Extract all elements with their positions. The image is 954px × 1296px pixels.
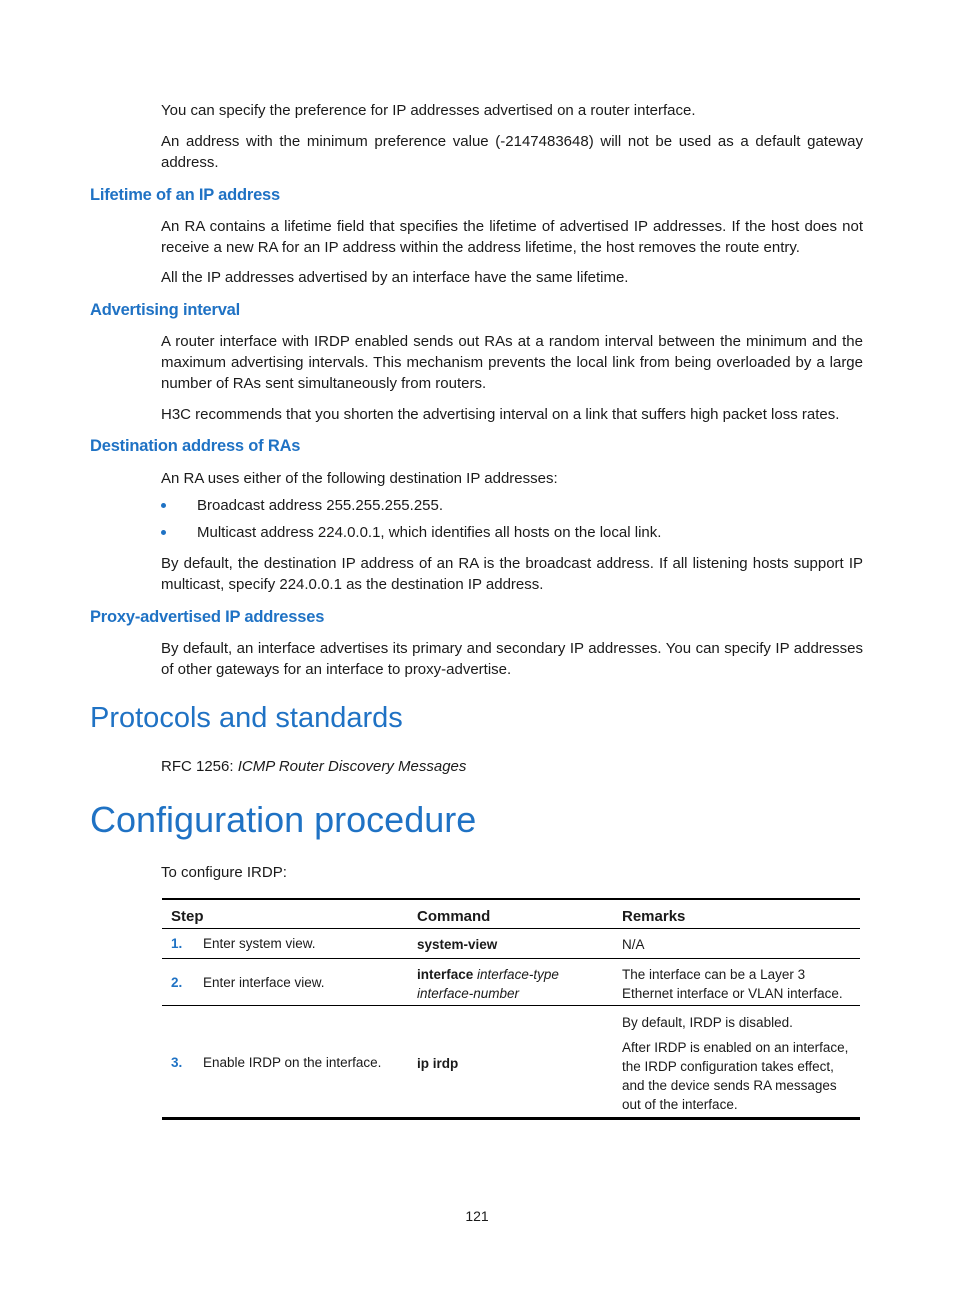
command (417, 965, 577, 1003)
rfc-title: ICMP Router Discovery Messages (237, 758, 467, 775)
paragraph-rfc (161, 756, 863, 777)
bullet-text: Broadcast address 255.255.255.255. (197, 497, 444, 514)
step-description: Enter interface view. (203, 975, 325, 990)
heading-configuration-procedure: Configuration procedure (90, 799, 477, 840)
step-number: 3. (171, 1055, 183, 1070)
heading-advertising-interval: Advertising interval (90, 301, 241, 319)
header-remarks: Remarks (622, 908, 686, 925)
command-keyword: interface (417, 967, 474, 982)
bullet-dot-icon (161, 530, 166, 535)
heading-proxy-advertised: Proxy-advertised IP addresses (90, 608, 325, 626)
bullet-dot-icon (161, 503, 166, 508)
remarks: N/A (622, 937, 645, 952)
remarks: The interface can be a Layer 3 Ethernet interface or VLAN interface. (622, 967, 843, 1001)
paragraph-same-lifetime: All the IP addresses advertised by an interface have the same lifetime. (161, 269, 629, 286)
table-row-rule (162, 958, 860, 959)
paragraph-preference: You can specify the preference for IP addresses advertised on a router interface. (161, 102, 696, 119)
table-bottom-rule (162, 1117, 860, 1120)
heading-protocols-standards: Protocols and standards (90, 702, 403, 734)
header-step: Step (171, 908, 204, 925)
header-command: Command (417, 908, 491, 925)
command (417, 935, 497, 954)
heading-lifetime: Lifetime of an IP address (90, 186, 281, 204)
heading-destination-address: Destination address of RAs (90, 437, 301, 455)
table-header-rule (162, 928, 860, 929)
command (417, 1054, 458, 1073)
step-number: 2. (171, 975, 183, 990)
paragraph-min-preference: An address with the minimum preference value (-2147483648) will not be used as a default gateway address. (161, 133, 863, 171)
command-keyword: system-view (417, 937, 498, 952)
paragraph-destination-default: By default, the destination IP address of an RA is the broadcast address. If all listening hosts support IP multicast, specify 224.0.0.1 as the destination IP address. (161, 555, 863, 593)
remarks-default: By default, IRDP is disabled. (622, 1015, 793, 1030)
remarks-effect: After IRDP is enabled on an interface, the IRDP configuration takes effect, and the device sends RA messages out of the interface. (622, 1040, 849, 1112)
paragraph-lifetime: An RA contains a lifetime field that specifies the lifetime of advertised IP addresses. If the host does not receive a new RA for an IP address within the address lifetime, the host removes the route entry. (161, 218, 863, 256)
paragraph-destination-intro: An RA uses either of the following destination IP addresses: (161, 470, 558, 487)
step-description: Enable IRDP on the interface. (203, 1055, 382, 1070)
page-number: 121 (465, 1208, 489, 1224)
rfc-number: RFC 1256: (161, 758, 238, 775)
command-arguments: interface-type interface-number (417, 967, 559, 1001)
paragraph-proxy: By default, an interface advertises its primary and secondary IP addresses. You can specify IP addresses of other gateways for an interface to proxy-advertise. (161, 640, 863, 678)
table-top-rule (162, 898, 860, 900)
step-number: 1. (171, 936, 183, 951)
paragraph-recommendation: H3C recommends that you shorten the advertising interval on a link that suffers high packet loss rates. (161, 406, 840, 423)
step-description: Enter system view. (203, 936, 316, 951)
command-keyword: ip irdp (417, 1056, 459, 1071)
table-row-rule (162, 1005, 860, 1006)
paragraph-interval: A router interface with IRDP enabled sends out RAs at a random interval between the minimum and the maximum advertising intervals. This mechanism prevents the local link from being overloaded by a large number of RAs sent simultaneously from routers. (161, 333, 863, 392)
bullet-text: Multicast address 224.0.0.1, which identifies all hosts on the local link. (197, 524, 662, 541)
paragraph-config-intro: To configure IRDP: (161, 864, 287, 881)
